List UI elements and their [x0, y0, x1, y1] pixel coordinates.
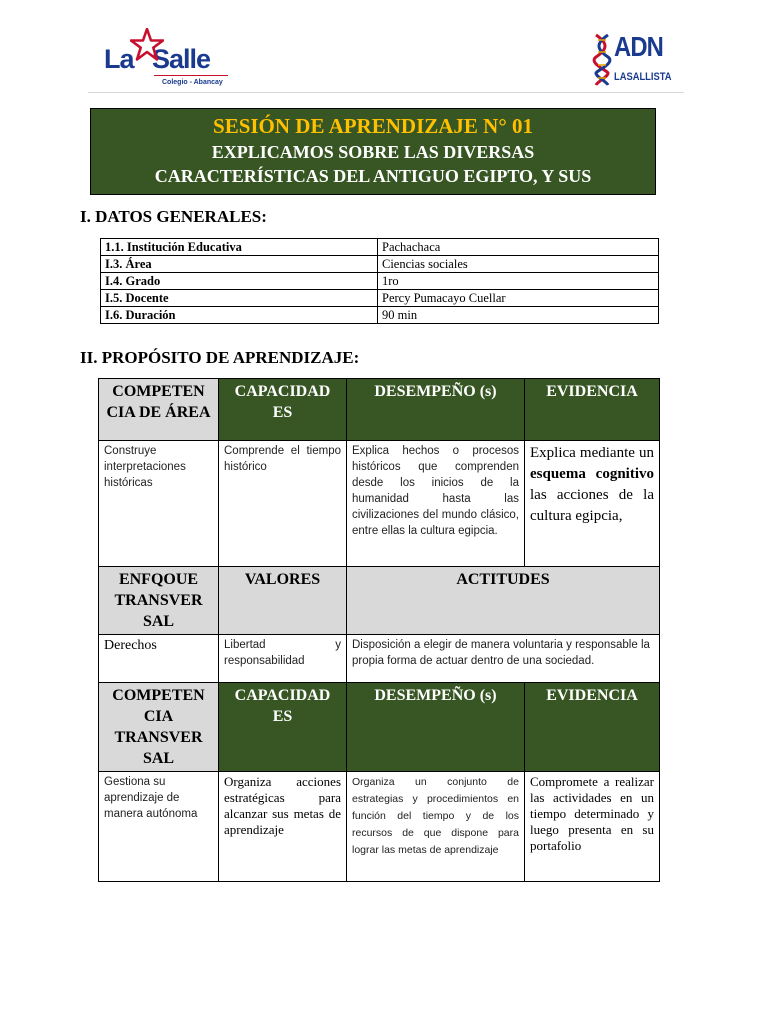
adn-lasallista-logo	[592, 33, 672, 91]
datos-label: I.6. Duración	[101, 307, 378, 324]
header-competencia-area: COMPETEN CIA DE ÁREA	[99, 379, 219, 441]
competencia-cell: Construye interpretaciones históricas	[99, 441, 219, 567]
star-icon	[130, 28, 164, 62]
valores-cell: Libertad y responsabilidad	[219, 635, 347, 683]
logo-adn-text: ADN	[614, 31, 664, 62]
header-evidencia: EVIDENCIA	[525, 379, 660, 441]
datos-generales-table	[100, 238, 659, 324]
section-datos-generales-heading: I. DATOS GENERALES:	[80, 207, 267, 226]
session-title: SESIÓN DE APRENDIZAJE N° 01	[213, 114, 533, 138]
header-evidencia: EVIDENCIA	[525, 683, 660, 772]
datos-value: Pachachaca	[378, 239, 659, 256]
evidencia-text-bold: esquema cognitivo	[530, 466, 654, 482]
table-row	[101, 290, 659, 307]
datos-value: 90 min	[378, 307, 659, 324]
session-title-box	[90, 108, 656, 195]
header-valores: VALORES	[219, 567, 347, 635]
evidencia-text-pre: Explica mediante un	[530, 445, 654, 461]
header-desempeno: DESEMPEÑO (s)	[347, 379, 525, 441]
datos-label: I.5. Docente	[101, 290, 378, 307]
table-row	[101, 256, 659, 273]
enfoque-cell: Derechos	[99, 635, 219, 683]
header-actitudes: ACTITUDES	[347, 567, 660, 635]
datos-label: 1.1. Institución Educativa	[101, 239, 378, 256]
table-header-row	[99, 379, 660, 441]
table-row	[101, 307, 659, 324]
la-salle-logo	[104, 28, 234, 90]
section-proposito-heading: II. PROPÓSITO DE APRENDIZAJE:	[80, 348, 360, 367]
evidencia-cell	[525, 441, 660, 567]
datos-value: Percy Pumacayo Cuellar	[378, 290, 659, 307]
session-subtitle-line1: EXPLICAMOS SOBRE LAS DIVERSAS	[211, 142, 535, 162]
table-row	[101, 273, 659, 290]
logo-underline	[154, 75, 228, 76]
page-header	[0, 0, 768, 95]
table-row	[99, 635, 660, 683]
proposito-table	[98, 378, 660, 882]
header-enfoque-transversal: ENFQOUE TRANSVER SAL	[99, 567, 219, 635]
table-header-row	[99, 683, 660, 772]
table-header-row	[99, 567, 660, 635]
evidencia-cell: Compromete a realizar las actividades en un tiempo determinado y luego presenta en su portafolio	[525, 772, 660, 882]
capacidad-cell: Organiza acciones estratégicas para alcanzar sus metas de aprendizaje	[219, 772, 347, 882]
table-row	[99, 441, 660, 567]
logo-lasallista-text: LASALLISTA	[614, 71, 672, 83]
header-capacidades: CAPACIDAD ES	[219, 683, 347, 772]
table-row	[99, 772, 660, 882]
header-divider	[88, 92, 684, 93]
capacidad-cell: Comprende el tiempo histórico	[219, 441, 347, 567]
session-subtitle-line2: CARACTERÍSTICAS DEL ANTIGUO EGIPTO, Y SUS	[154, 166, 592, 186]
header-competencia-transversal: COMPETEN CIA TRANSVER SAL	[99, 683, 219, 772]
header-desempeno: DESEMPEÑO (s)	[347, 683, 525, 772]
header-capacidades: CAPACIDAD ES	[219, 379, 347, 441]
evidencia-text-post: las acciones de la cultura egipcia,	[530, 487, 654, 524]
desempeno-cell: Organiza un conjunto de estrategias y procedimientos en función del tiempo y de los recursos de que dispone para lograr las metas de aprendizaje	[347, 772, 525, 882]
dna-helix-icon	[592, 33, 612, 87]
datos-label: I.4. Grado	[101, 273, 378, 290]
logo-subtitle: Colegio - Abancay	[162, 79, 223, 86]
datos-value: 1ro	[378, 273, 659, 290]
logo-salle-text: Salle	[152, 44, 211, 74]
desempeno-cell: Explica hechos o procesos históricos que comprenden desde los inicios de la humanidad hasta las civilizaciones del mundo clásico, entre ellas la cultura egipcia.	[347, 441, 525, 567]
competencia-cell: Gestiona su aprendizaje de manera autónoma	[99, 772, 219, 882]
datos-label: I.3. Área	[101, 256, 378, 273]
table-row	[101, 239, 659, 256]
logo-la-text: La	[104, 44, 134, 74]
datos-value: Ciencias sociales	[378, 256, 659, 273]
actitudes-cell: Disposición a elegir de manera voluntaria y responsable la propia forma de actuar dentro de una sociedad.	[347, 635, 660, 683]
